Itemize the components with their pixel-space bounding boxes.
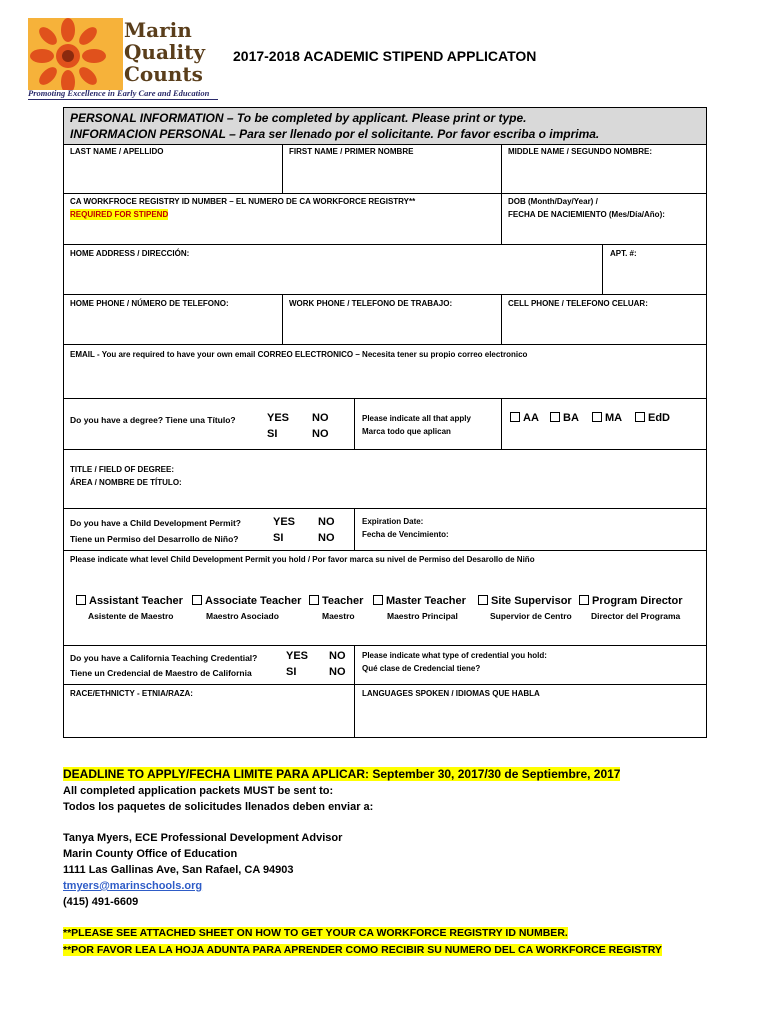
tagline-divider [28, 99, 218, 100]
credential-yes[interactable]: YES [286, 650, 309, 662]
credential-question-en: Do you have a California Teaching Credential? [70, 653, 258, 663]
divider [354, 509, 355, 550]
row-divider [64, 449, 706, 450]
checkbox-icon[interactable] [510, 412, 520, 422]
contact-phone: (415) 491-6609 [63, 896, 139, 908]
logo-word-counts: Counts [124, 62, 203, 86]
field-of-degree-label-es: ÁREA / NOMBRE DE TÍTULO: [70, 478, 182, 487]
divider [282, 295, 283, 345]
credential-type-label-es: Qué clase de Credencial tiene? [362, 664, 481, 673]
field-of-degree-label-en: TITLE / FIELD OF DEGREE: [70, 465, 174, 474]
degree-option-ma[interactable] [592, 412, 622, 424]
section-header [64, 108, 706, 145]
degree-option-label: BA [563, 412, 579, 424]
checkbox-icon[interactable] [592, 412, 602, 422]
divider [501, 295, 502, 345]
checkbox-icon[interactable] [579, 595, 589, 605]
permit-option-master-teacher[interactable] [373, 595, 466, 607]
send-to-en: All completed application packets MUST be sent to: [63, 785, 334, 797]
expiration-label-es: Fecha de Vencimiento: [362, 530, 449, 539]
contact-email-link[interactable]: tmyers@marinschools.org [63, 880, 203, 892]
home-phone-label: HOME PHONE / NÚMERO DE TELEFONO: [70, 299, 229, 308]
marin-quality-counts-logo [28, 18, 213, 90]
checkbox-icon[interactable] [478, 595, 488, 605]
credential-no-es[interactable]: NO [329, 666, 346, 678]
permit-option-es: Maestro [322, 611, 355, 621]
registry-id-label: CA WORKFROCE REGISTRY ID NUMBER – EL NUMERO DE CA WORKFORCE REGISTRY** [70, 197, 416, 206]
credential-question-es: Tiene un Credencial de Maestro de California [70, 668, 252, 678]
divider [602, 245, 603, 295]
divider [501, 194, 502, 244]
permit-option-site-supervisor[interactable] [478, 595, 572, 607]
home-address-label: HOME ADDRESS / DIRECCIÓN: [70, 249, 190, 258]
row-divider [64, 550, 706, 551]
send-to-es: Todos los paquetes de solicitudes llenados deben enviar a: [63, 801, 374, 813]
checkbox-icon[interactable] [309, 595, 319, 605]
deadline-text: DEADLINE TO APPLY/FECHA LIMITE PARA APLICAR: September 30, 2017/30 de Septiembre, 2017 [63, 767, 621, 781]
email-label: EMAIL - You are required to have your own email CORREO ELECTRONICO – Necesita tener su propio correo electronico [70, 350, 528, 359]
logo-tagline: Promoting Excellence in Early Care and Education [28, 88, 210, 98]
row-divider [64, 294, 706, 295]
page-title: 2017-2018 ACADEMIC STIPEND APPLICATON [233, 48, 537, 64]
permit-level-label: Please indicate what level Child Development Permit you hold / Por favor marca su nivel de Permiso del Desarollo de Niño [70, 555, 535, 564]
languages-label: LANGUAGES SPOKEN / IDIOMAS QUE HABLA [362, 689, 540, 698]
divider [354, 399, 355, 449]
permit-yes[interactable]: YES [273, 516, 296, 528]
degree-no-es[interactable]: NO [312, 428, 329, 440]
degree-option-label: AA [523, 412, 539, 424]
dob-label-es: FECHA DE NACIEMIENTO (Mes/Día/Año): [508, 210, 665, 219]
credential-no[interactable]: NO [329, 650, 346, 662]
checkbox-icon[interactable] [550, 412, 560, 422]
work-phone-label: WORK PHONE / TELEFONO DE TRABAJO: [289, 299, 453, 308]
checkbox-icon[interactable] [76, 595, 86, 605]
apt-label: APT. #: [610, 249, 637, 258]
permit-option-teacher[interactable] [309, 595, 363, 607]
degree-option-ba[interactable] [550, 412, 579, 424]
row-divider [64, 684, 706, 685]
divider [501, 144, 502, 194]
row-divider [64, 398, 706, 399]
row-divider [64, 645, 706, 646]
permit-option-es: Maestro Principal [387, 611, 458, 621]
indicate-all-en: Please indicate all that apply [362, 414, 471, 423]
permit-option-associate-teacher[interactable] [192, 595, 301, 607]
row-divider [64, 508, 706, 509]
credential-si[interactable]: SI [286, 666, 297, 678]
registry-required-label: REQUIRED FOR STIPEND [70, 210, 169, 219]
degree-option-label: MA [605, 412, 623, 424]
permit-question-es: Tiene un Permiso del Desarrollo de Niño? [70, 534, 239, 544]
permit-option-es: Maestro Asociado [206, 611, 279, 621]
permit-option-label: Teacher [322, 595, 364, 607]
personal-info-form [63, 107, 707, 738]
degree-no[interactable]: NO [312, 412, 329, 424]
degree-option-label: EdD [648, 412, 670, 424]
degree-yes[interactable]: YES [267, 412, 290, 424]
contact-org: Marin County Office of Education [63, 848, 238, 860]
permit-option-label: Master Teacher [386, 595, 466, 607]
permit-question-en: Do you have a Child Development Permit? [70, 518, 241, 528]
race-label: RACE/ETHNICTY - ETNIA/RAZA: [70, 689, 193, 698]
section-heading-es: INFORMACION PERSONAL – Para ser llenado por el solicitante. Por favor escriba o imprima. [70, 127, 600, 141]
permit-option-program-director[interactable] [579, 595, 682, 607]
degree-option-edd[interactable] [635, 412, 670, 424]
credential-type-label-en: Please indicate what type of credential you hold: [362, 651, 547, 660]
row-divider [64, 344, 706, 345]
contact-address: 1111 Las Gallinas Ave, San Rafael, CA 94903 [63, 864, 294, 876]
expiration-label-en: Expiration Date: [362, 517, 424, 526]
cell-phone-label: CELL PHONE / TELEFONO CELUAR: [508, 299, 648, 308]
divider [354, 646, 355, 738]
degree-option-aa[interactable] [510, 412, 539, 424]
last-name-label: LAST NAME / APELLIDO [70, 147, 164, 156]
registry-note-es: **POR FAVOR LEA LA HOJA ADUNTA PARA APRENDER COMO RECIBIR SU NUMERO DEL CA WORKFORCE REGISTRY [63, 944, 662, 956]
degree-si[interactable]: SI [267, 428, 278, 440]
permit-option-label: Program Director [592, 595, 683, 607]
contact-name: Tanya Myers, ECE Professional Development Advisor [63, 832, 343, 844]
divider [282, 144, 283, 194]
dob-label-en: DOB (Month/Day/Year) / [508, 197, 598, 206]
row-divider [64, 244, 706, 245]
indicate-all-es: Marca todo que aplican [362, 427, 451, 436]
permit-option-label: Assistant Teacher [89, 595, 183, 607]
permit-no[interactable]: NO [318, 516, 335, 528]
permit-option-assistant-teacher[interactable] [76, 595, 183, 607]
first-name-label: FIRST NAME / PRIMER NOMBRE [289, 147, 414, 156]
checkbox-icon[interactable] [192, 595, 202, 605]
row-divider [64, 193, 706, 194]
permit-option-es: Asistente de Maestro [88, 611, 174, 621]
logo-word-marin: Marin [124, 18, 192, 42]
checkbox-icon[interactable] [635, 412, 645, 422]
permit-option-label: Site Supervisor [491, 595, 572, 607]
registry-note-en: **PLEASE SEE ATTACHED SHEET ON HOW TO GET YOUR CA WORKFORCE REGISTRY ID NUMBER. [63, 927, 568, 939]
middle-name-label: MIDDLE NAME / SEGUNDO NOMBRE: [508, 147, 652, 156]
permit-si[interactable]: SI [273, 532, 284, 544]
degree-question: Do you have a degree? Tiene una Título? [70, 415, 236, 425]
divider [501, 399, 502, 449]
permit-option-es: Director del Programa [591, 611, 681, 621]
flower-logo-icon [28, 18, 123, 90]
permit-option-label: Associate Teacher [205, 595, 302, 607]
permit-no-es[interactable]: NO [318, 532, 335, 544]
checkbox-icon[interactable] [373, 595, 383, 605]
logo-word-quality: Quality [124, 40, 205, 64]
permit-option-es: Supervior de Centro [490, 611, 572, 621]
section-heading-en: PERSONAL INFORMATION – To be completed by applicant. Please print or type. [70, 111, 527, 125]
